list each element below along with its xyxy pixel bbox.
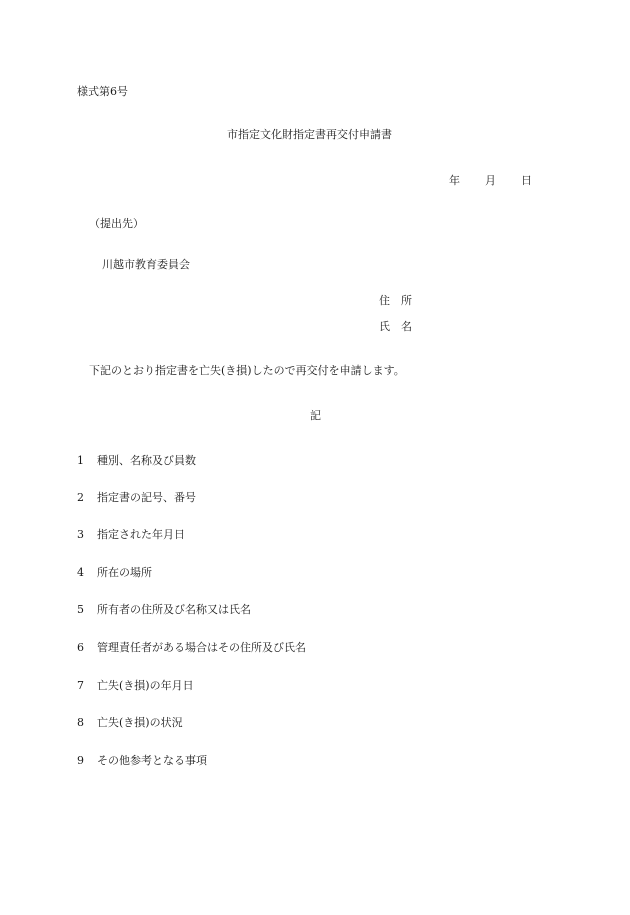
request-statement: 下記のとおり指定書を亡失(き損)したので再交付を申請します。 (89, 364, 405, 377)
item-text: 亡失(き損)の年月日 (97, 679, 194, 692)
applicant-address-row (379, 295, 412, 306)
recipient-name: 川越市教育委員会 (102, 258, 190, 271)
list-item (77, 529, 185, 540)
item-text: その他参考となる事項 (97, 754, 207, 767)
list-item (77, 717, 183, 728)
item-text: 指定書の記号、番号 (97, 491, 196, 504)
item-text: 亡失(き損)の状況 (97, 716, 183, 729)
date-year-label: 年 (449, 174, 460, 187)
list-item (77, 680, 194, 691)
list-item (77, 642, 306, 653)
form-number: 様式第6号 (77, 85, 128, 98)
list-item (77, 492, 196, 503)
date-day-label: 日 (521, 174, 532, 187)
recipient-label: （提出先） (89, 217, 144, 230)
item-number: 7 (77, 679, 84, 692)
item-number: 9 (77, 754, 84, 767)
item-number: 2 (77, 491, 84, 504)
applicant-name-row (379, 321, 412, 332)
list-item (77, 567, 152, 578)
item-text: 所在の場所 (97, 566, 152, 579)
item-number: 3 (77, 528, 84, 541)
ki-heading: 記 (310, 409, 321, 422)
item-text: 指定された年月日 (97, 528, 185, 541)
list-item (77, 604, 251, 615)
list-item (77, 755, 207, 766)
name-label: 氏 名 (379, 320, 412, 333)
item-text: 種別、名称及び員数 (97, 454, 196, 467)
item-number: 1 (77, 454, 84, 467)
item-number: 5 (77, 603, 84, 616)
item-number: 6 (77, 641, 84, 654)
item-number: 8 (77, 716, 84, 729)
item-number: 4 (77, 566, 84, 579)
address-label: 住 所 (379, 294, 412, 307)
item-text: 所有者の住所及び名称又は氏名 (97, 603, 251, 616)
document-title: 市指定文化財指定書再交付申請書 (227, 128, 392, 141)
item-text: 管理責任者がある場合はその住所及び氏名 (97, 641, 306, 654)
date-month-label: 月 (485, 174, 496, 187)
list-item (77, 455, 196, 466)
